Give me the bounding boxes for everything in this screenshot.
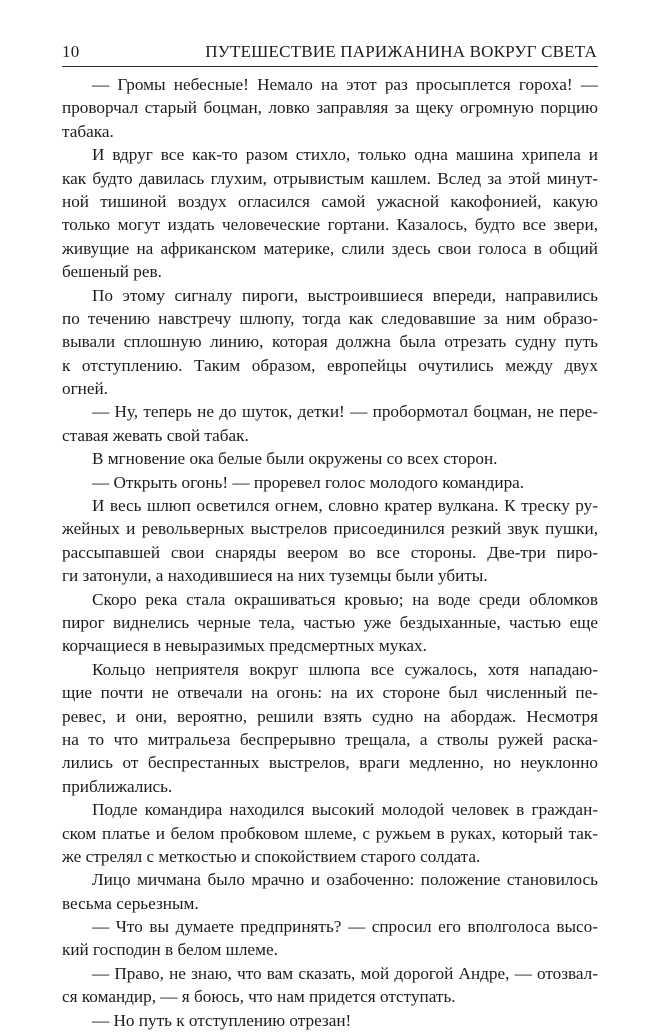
paragraph	[62, 400, 598, 447]
text-line: ной тишиной воздух огласился самой ужасной какофонией, какую	[62, 191, 598, 211]
text-line: ги затонули, а находившиеся на них туземцы были убиты.	[62, 566, 488, 586]
text-line: — Что вы думаете предпринять? — спросил его вполголоса высо-	[92, 917, 598, 937]
text-line: — Ну, теперь не до шуток, детки! — пробормотал боцман, не пере-	[92, 402, 598, 422]
paragraph	[62, 798, 598, 868]
text-line: ском платье и белом пробковом шлеме, с ружьем в руках, который так-	[62, 823, 598, 843]
text-line: по течению навстречу шлюпу, тогда как следовавшие за ним образо-	[62, 308, 598, 328]
paragraph	[62, 915, 598, 962]
text-line: И вдруг все как-то разом стихло, только одна машина хрипела и	[92, 145, 598, 165]
text-line: — Открыть огонь! — проревел голос молодого командира.	[92, 472, 525, 492]
paragraph	[62, 471, 598, 494]
paragraph	[62, 962, 598, 1009]
paragraph	[62, 868, 598, 915]
text-line: И весь шлюп осветился огнем, словно кратер вулкана. К треску ру-	[92, 496, 598, 516]
text-line: на то что митральеза беспрерывно трещала, а стволы ружей раска-	[62, 729, 598, 749]
paragraph	[62, 447, 598, 470]
text-line: Кольцо неприятеля вокруг шлюпа все сужалось, хотя нападаю-	[92, 659, 598, 679]
text-line: Скоро река стала окрашиваться кровью; на воде среди обломков	[92, 589, 598, 609]
text-line: пирог виднелись черные тела, частью уже бездыханные, частью еще	[62, 612, 598, 632]
text-line: — Право, не знаю, что вам сказать, мой дорогой Андре, — отозвал-	[92, 963, 598, 983]
text-line: Лицо мичмана было мрачно и озабоченно: положение становилось	[92, 870, 598, 890]
text-line: По этому сигналу пироги, выстроившиеся впереди, направились	[92, 285, 598, 305]
text-line: весьма серьезным.	[62, 893, 199, 913]
paragraph	[62, 1009, 598, 1032]
paragraph	[62, 588, 598, 658]
body-text	[62, 73, 598, 1032]
book-title: ПУТЕШЕСТВИЕ ПАРИЖАНИНА ВОКРУГ СВЕТА	[205, 42, 597, 61]
text-line: проворчал старый боцман, ловко заправляя за щеку огромную порцию	[62, 98, 598, 118]
paragraph	[62, 284, 598, 401]
text-line: ставая жевать свой табак.	[62, 425, 249, 445]
text-line: ся командир, — я боюсь, что нам придется отступать.	[62, 987, 456, 1007]
text-line: только могут издать человеческие гортани. Казалось, будто все звери,	[62, 215, 598, 235]
text-line: приближались.	[62, 776, 173, 796]
text-line: как будто давилась глухим, отрывистым кашлем. Вслед за этой минут-	[62, 168, 598, 188]
text-line: В мгновение ока белые были окружены со всех сторон.	[92, 449, 498, 469]
paragraph	[62, 658, 598, 798]
running-head	[62, 40, 597, 64]
text-line: ревес, и они, вероятно, решили взять судно на абордаж. Несмотря	[62, 706, 598, 726]
text-line: табака.	[62, 121, 114, 141]
header-rule	[62, 66, 598, 67]
text-line: — Громы небесные! Немало на этот раз просыплется гороха! —	[92, 75, 598, 94]
paragraph	[62, 73, 598, 143]
text-line: живущие на африканском материке, слили здесь свои голоса в общий	[62, 238, 598, 258]
text-line: Подле командира находился высокий молодой человек в граждан-	[92, 800, 598, 820]
text-line: же стрелял с меткостью и спокойствием старого солдата.	[62, 846, 481, 866]
text-line: жейных и револьверных выстрелов присоединился резкий звук пушки,	[62, 519, 598, 539]
paragraph	[62, 143, 598, 283]
text-line: к отступлению. Таким образом, европейцы очутились между двух	[62, 355, 598, 375]
page-number: 10	[62, 42, 80, 61]
text-line: огней.	[62, 379, 108, 399]
text-line: вывали сплошную линию, которая должна была отрезать судну путь	[62, 332, 598, 352]
text-line: рассыпавшей свои снаряды веером во все стороны. Две-три пиро-	[62, 542, 598, 562]
text-line: лились от беспрестанных выстрелов, враги медленно, но неуклонно	[62, 753, 598, 773]
text-line: щие почти не отвечали на огонь: на их стороне был численный пе-	[62, 683, 598, 703]
text-line: корчащиеся в невыразимых предсмертных муках.	[62, 636, 427, 656]
text-line: кий господин в белом шлеме.	[62, 940, 278, 960]
text-line: бешеный рев.	[62, 262, 162, 282]
text-line: — Но путь к отступлению отрезан!	[92, 1010, 352, 1030]
paragraph	[62, 494, 598, 588]
